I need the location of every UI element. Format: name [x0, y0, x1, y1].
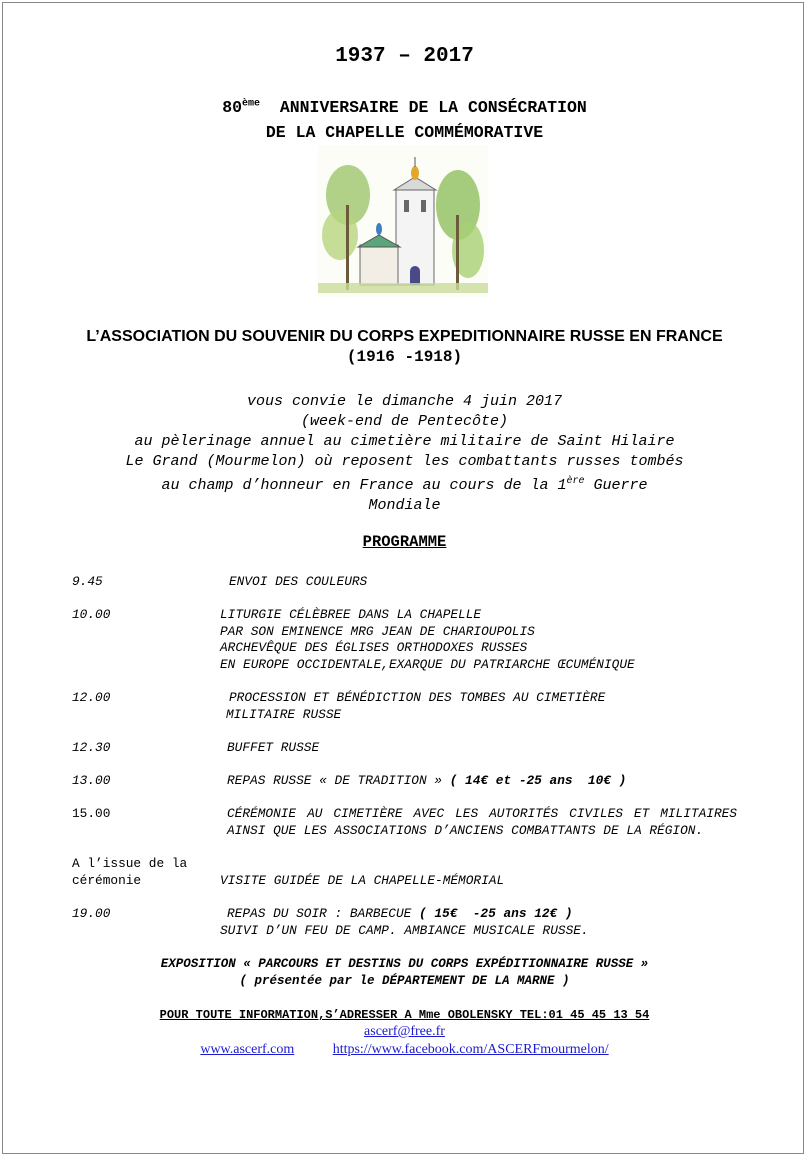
chapel-illustration — [318, 145, 488, 297]
anniversary-line-2: DE LA CHAPELLE COMMÉMORATIVE — [265, 123, 544, 142]
facebook-link[interactable]: https://www.facebook.com/ASCERFmourmelon/ — [332, 1042, 609, 1057]
links-row — [0, 1040, 809, 1058]
association-dates: (1916 -1918) — [346, 348, 463, 366]
anniversary-line-1: 80ème ANNIVERSAIRE DE LA CONSÉCRATION — [222, 98, 587, 117]
years-title: 1937 – 2017 — [335, 45, 474, 68]
email-row — [0, 1022, 809, 1040]
exposition-subtitle: ( présentée par le DÉPARTEMENT DE LA MARNE ) — [239, 974, 570, 988]
website-link[interactable]: www.ascerf.com — [200, 1042, 295, 1057]
contact-info: POUR TOUTE INFORMATION,S’ADRESSER A Mme OBOLENSKY TEL:01 45 45 13 54 — [159, 1008, 650, 1022]
exposition-title: EXPOSITION « PARCOURS ET DESTINS DU CORPS EXPÉDITIONNAIRE RUSSE » — [160, 957, 649, 971]
programme-title: PROGRAMME — [362, 533, 447, 551]
association-name: L’ASSOCIATION DU SOUVENIR DU CORPS EXPEDITIONNAIRE RUSSE EN FRANCE — [86, 328, 723, 345]
email-link[interactable]: ascerf@free.fr — [364, 1024, 445, 1039]
invitation-text: vous convie le dimanche 4 juin 2017 (week-end de Pentecôte) au pèlerinage annuel au cimetière militaire de Saint Hilaire Le Grand (Mourmelon) où reposent les combattants russes tombés au champ d’honneur en France au cours de la 1ère Guerre Mondiale — [125, 393, 684, 514]
